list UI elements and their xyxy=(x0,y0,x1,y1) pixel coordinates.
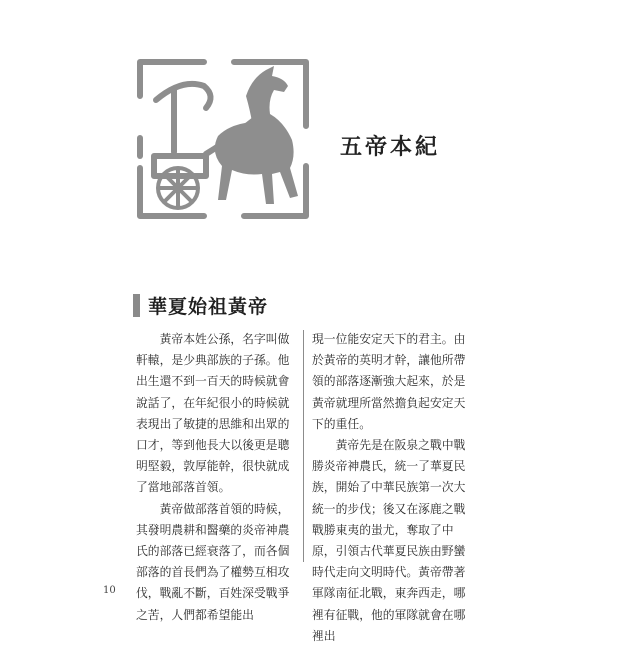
text-column-right xyxy=(312,329,467,647)
text-column-left xyxy=(136,329,291,626)
section-title: 華夏始祖黃帝 xyxy=(148,296,269,318)
paragraph: 黃帝先是在阪泉之戰中戰勝炎帝神農氏，統一了華夏民族，開始了中華民族第一次大統一的步伐；後又在涿鹿之戰戰勝東夷的蚩尤，奪取了中原，引領古代華夏民族由野蠻時代走向文明時代。黃帝帶著軍隊南征北戰，東奔西走，哪裡有征戰，他的軍隊就會在哪裡出 xyxy=(312,438,466,643)
paragraph: 現一位能安定天下的君主。由於黃帝的英明才幹，讓他所帶領的部落逐漸強大起來，於是黃帝就理所當然擔負起安定天下的重任。 xyxy=(312,332,466,431)
paragraph: 黃帝做部落首領的時候，其發明農耕和醫藥的炎帝神農氏的部落已經衰落了，而各個部落的首長們為了權勢互相攻伐，戰亂不斷，百姓深受戰爭之苦，人們都希望能出 xyxy=(136,501,290,622)
section-marker-bar xyxy=(133,294,140,317)
page-number: 10 xyxy=(103,585,116,596)
section-heading xyxy=(133,292,268,319)
chariot-seal-icon xyxy=(134,56,312,222)
chapter-title: 五帝本紀 xyxy=(340,134,441,160)
column-divider xyxy=(303,330,304,562)
paragraph: 黃帝本姓公孫，名字叫做軒轅，是少典部族的子孫。他出生還不到一百天的時候就會說話了，在年紀很小的時候就表現出了敏捷的思維和出眾的口才，等到他長大以後更是聰明堅毅，敦厚能幹，很快就成了當地部落首領。 xyxy=(136,332,290,495)
